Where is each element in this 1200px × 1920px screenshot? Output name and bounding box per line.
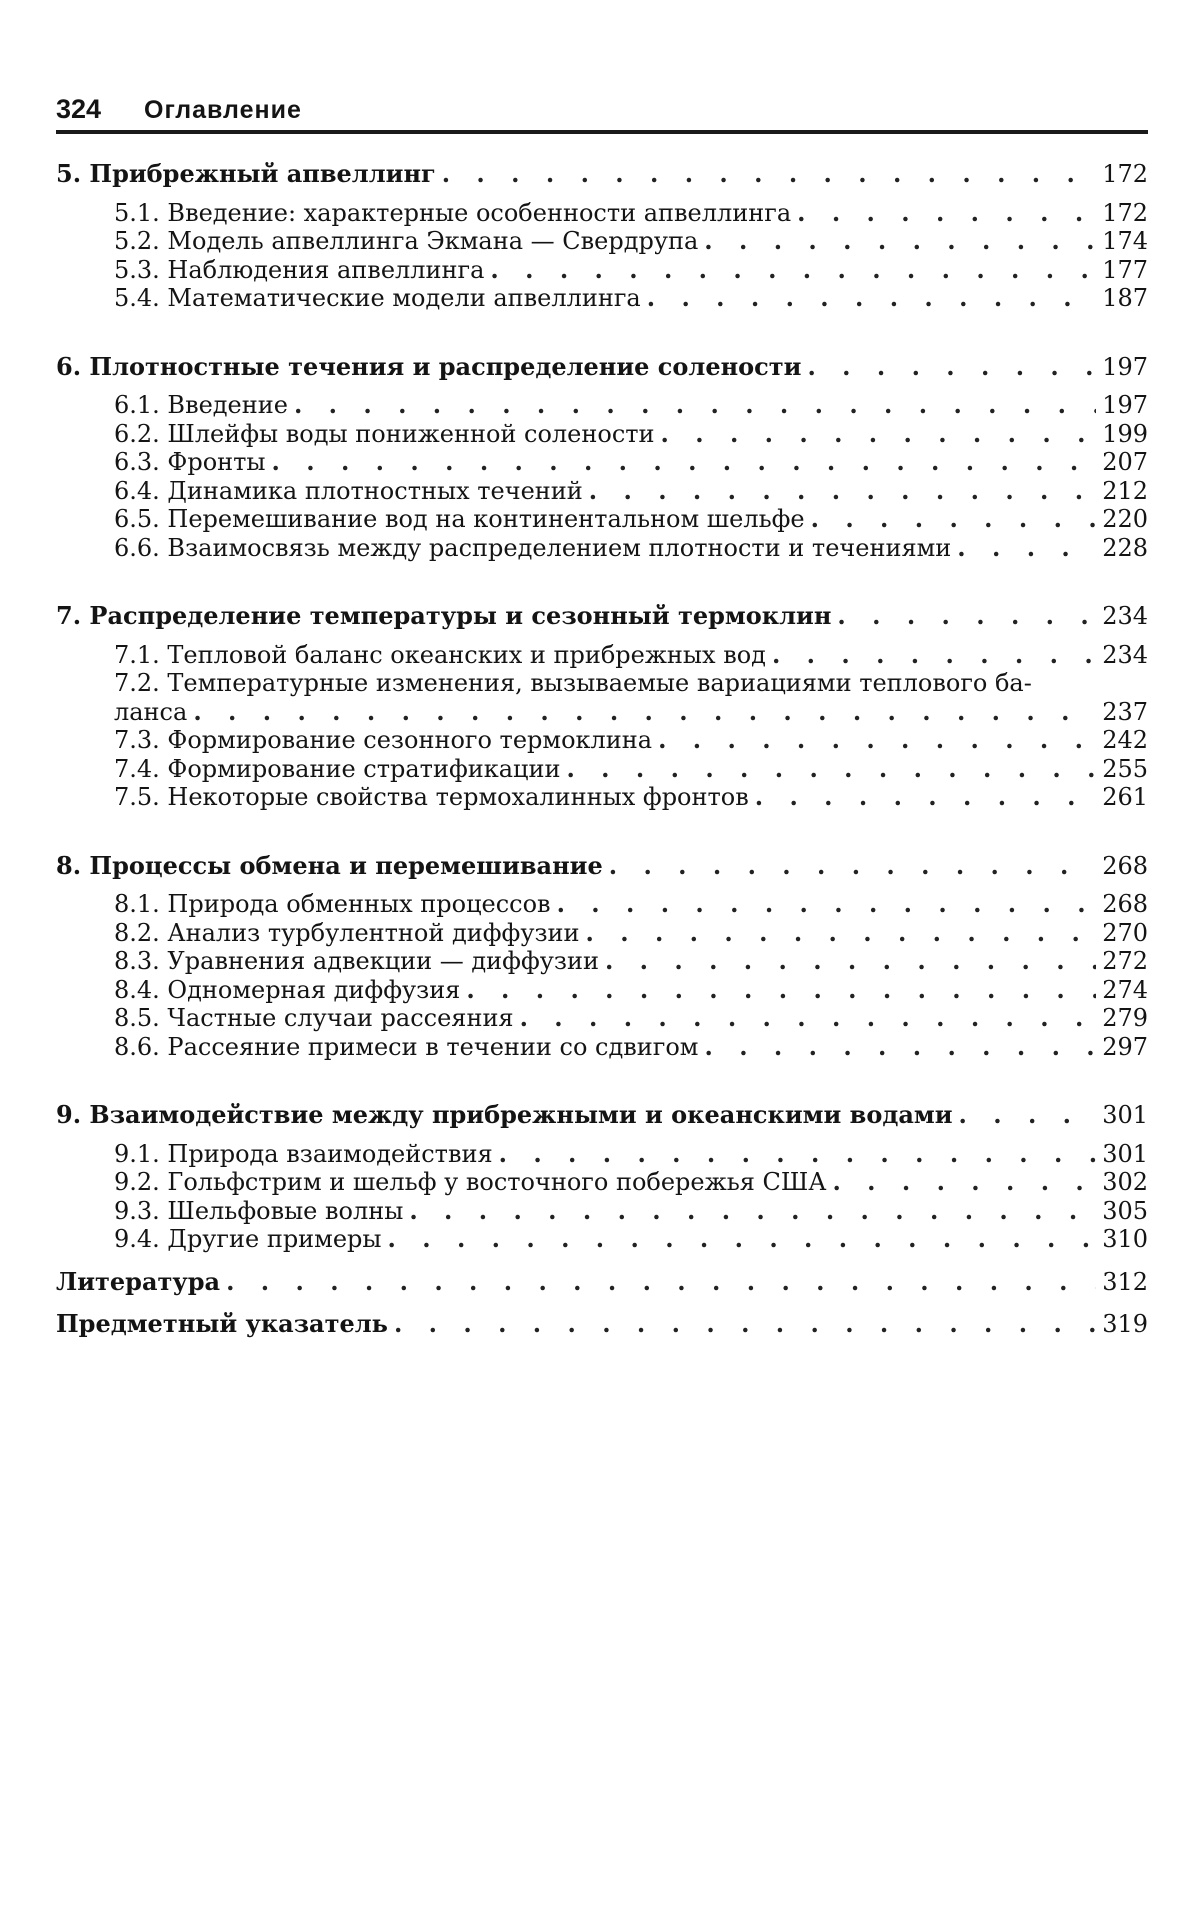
dot-leader <box>837 602 1096 631</box>
toc-literature[interactable] <box>56 1268 1148 1297</box>
toc-section-5-2[interactable] <box>56 227 1148 256</box>
toc-section-7-3[interactable] <box>56 726 1148 755</box>
dot-leader <box>609 852 1096 881</box>
dot-leader <box>589 477 1096 506</box>
toc-entry-title: 7.1. Тепловой баланс океанских и прибрежных вод <box>114 640 766 669</box>
dot-leader <box>772 641 1096 670</box>
toc-entry-title: 8.3. Уравнения адвекции — диффузии <box>114 947 599 975</box>
table-of-contents <box>56 160 1148 1339</box>
toc-entry-page: 187 <box>1102 284 1148 312</box>
dot-leader <box>388 1225 1097 1254</box>
toc-section-9-3[interactable] <box>56 1197 1148 1226</box>
toc-entry-page: 297 <box>1102 1032 1148 1061</box>
toc-section-9-1[interactable] <box>56 1140 1148 1169</box>
toc-entry-page: 177 <box>1102 255 1148 284</box>
toc-entry-page: 301 <box>1102 1139 1148 1168</box>
dot-leader <box>394 1310 1096 1339</box>
toc-entry-page: 255 <box>1102 754 1148 783</box>
toc-section-9-2[interactable] <box>56 1168 1148 1197</box>
toc-entry-title: 9.2. Гольфстрим и шельф у восточного побережья США <box>114 1168 827 1196</box>
toc-section-7-4[interactable] <box>56 755 1148 784</box>
toc-entry-page: 234 <box>1102 602 1148 630</box>
toc-entry-page: 172 <box>1102 160 1148 188</box>
toc-entry-page: 220 <box>1102 505 1148 533</box>
dot-leader <box>704 227 1096 256</box>
toc-section-6-6[interactable] <box>56 534 1148 563</box>
toc-entry-title: 5.4. Математические модели апвеллинга <box>114 284 641 312</box>
toc-entry-page: 270 <box>1102 918 1148 947</box>
toc-entry-page: 207 <box>1102 448 1148 476</box>
toc-entry-title: 6.1. Введение <box>114 391 288 419</box>
toc-entry-title: 7.3. Формирование сезонного термоклина <box>114 726 653 754</box>
dot-leader <box>704 1033 1096 1062</box>
toc-entry-title: 6.6. Взаимосвязь между распределением плотности и течениями <box>114 533 952 562</box>
toc-entry-title: Предметный указатель <box>56 1309 388 1338</box>
toc-entry-title: 8.2. Анализ турбулентной диффузии <box>114 918 580 947</box>
toc-section-8-6[interactable] <box>56 1033 1148 1062</box>
toc-section-8-5[interactable] <box>56 1004 1148 1033</box>
toc-chapter-7[interactable] <box>56 602 1148 631</box>
dot-leader <box>294 391 1096 420</box>
dot-leader <box>832 1168 1096 1197</box>
toc-entry-title: 6.5. Перемешивание вод на континентальном шельфе <box>114 505 805 533</box>
toc-chapter-8[interactable] <box>56 852 1148 881</box>
toc-entry-title: 6. Плотностные течения и распределение солености <box>56 351 802 381</box>
toc-entry-page: 279 <box>1102 1004 1148 1032</box>
toc-entry-title: 7. Распределение температуры и сезонный термоклин <box>56 601 832 630</box>
toc-entry-page: 197 <box>1102 391 1148 419</box>
toc-entry-page: 302 <box>1102 1168 1148 1196</box>
toc-section-8-1[interactable] <box>56 890 1148 919</box>
dot-leader <box>566 755 1096 784</box>
toc-section-6-5[interactable] <box>56 505 1148 534</box>
toc-entry-page: 242 <box>1102 726 1148 754</box>
dot-leader <box>957 534 1096 563</box>
dot-leader <box>442 160 1096 189</box>
toc-entry-page: 172 <box>1102 198 1148 227</box>
toc-section-8-4[interactable] <box>56 976 1148 1005</box>
toc-chapter-9[interactable] <box>56 1101 1148 1130</box>
toc-section-7-2[interactable] <box>56 669 1148 698</box>
toc-entry-title-continued: лансa <box>114 697 188 726</box>
toc-entry-title: 6.3. Фронты <box>114 448 266 476</box>
dot-leader <box>490 256 1096 285</box>
dot-leader <box>811 505 1097 534</box>
toc-chapter-5[interactable] <box>56 160 1148 189</box>
toc-section-7-2-continued[interactable] <box>56 698 1148 727</box>
toc-entry-title: 8.5. Частные случаи рассеяния <box>114 1004 514 1032</box>
toc-section-8-3[interactable] <box>56 947 1148 976</box>
dot-leader <box>272 448 1097 477</box>
toc-section-7-5[interactable] <box>56 783 1148 812</box>
toc-section-8-2[interactable] <box>56 919 1148 948</box>
toc-subject-index[interactable] <box>56 1310 1148 1339</box>
dot-leader <box>807 353 1096 382</box>
toc-entry-page: 199 <box>1102 419 1148 448</box>
dot-leader <box>661 420 1097 449</box>
toc-section-6-2[interactable] <box>56 420 1148 449</box>
toc-entry-page: 212 <box>1102 476 1148 505</box>
toc-entry-page: 228 <box>1102 533 1148 562</box>
toc-entry-page: 312 <box>1102 1267 1148 1296</box>
toc-section-9-4[interactable] <box>56 1225 1148 1254</box>
toc-entry-page: 261 <box>1102 783 1148 811</box>
dot-leader <box>605 947 1096 976</box>
toc-entry-title: 9.1. Природа взаимодействия <box>114 1139 493 1168</box>
toc-section-6-1[interactable] <box>56 391 1148 420</box>
dot-leader <box>466 976 1096 1005</box>
toc-section-5-1[interactable] <box>56 199 1148 228</box>
toc-entry-title: 8.4. Одномерная диффузия <box>114 975 461 1004</box>
toc-entry-title: Литература <box>56 1266 221 1296</box>
dot-leader <box>520 1004 1097 1033</box>
toc-entry-page: 268 <box>1102 851 1148 880</box>
toc-entry-title: 9. Взаимодействие между прибрежными и океанскими водами <box>56 1100 953 1129</box>
toc-entry-title: 9.4. Другие примеры <box>114 1225 382 1253</box>
toc-entry-title: 5.3. Наблюдения апвеллинга <box>114 255 485 284</box>
toc-entry-title: 5.2. Модель апвеллинга Экмана — Свердрупа <box>114 227 699 255</box>
dot-leader <box>647 284 1096 313</box>
toc-entry-title: 8. Процессы обмена и перемешивание <box>56 850 603 880</box>
toc-entry-title: 5.1. Введение: характерные особенности апвеллинга <box>114 198 792 227</box>
toc-entry-title: 6.2. Шлейфы воды пониженной солености <box>114 419 655 448</box>
toc-entry-page: 237 <box>1102 697 1148 726</box>
toc-section-7-1[interactable] <box>56 641 1148 670</box>
toc-section-6-4[interactable] <box>56 477 1148 506</box>
toc-entry-page: 301 <box>1102 1101 1148 1129</box>
toc-entry-title: 6.4. Динамика плотностных течений <box>114 476 583 505</box>
toc-entry-title: 5. Прибрежный апвеллинг <box>56 159 436 188</box>
toc-entry-title: 8.6. Рассеяние примеси в течении со сдвигом <box>114 1032 699 1061</box>
toc-entry-page: 310 <box>1102 1225 1148 1253</box>
toc-chapter-6[interactable] <box>56 353 1148 382</box>
toc-entry-title: 9.3. Шельфовые волны <box>114 1196 404 1225</box>
toc-entry-page: 274 <box>1102 975 1148 1004</box>
dot-leader <box>586 919 1097 948</box>
toc-entry-page: 197 <box>1102 352 1148 381</box>
page-number: 324 <box>56 94 102 124</box>
dot-leader <box>409 1197 1096 1226</box>
dot-leader <box>755 783 1096 812</box>
dot-leader <box>557 890 1097 919</box>
toc-entry-page: 174 <box>1102 227 1148 255</box>
dot-leader <box>193 698 1096 727</box>
toc-entry-title: 8.1. Природа обменных процессов <box>114 890 551 918</box>
dot-leader <box>658 726 1096 755</box>
page-header <box>56 90 1148 134</box>
toc-section-5-4[interactable] <box>56 284 1148 313</box>
dot-leader <box>226 1268 1096 1297</box>
toc-entry-page: 268 <box>1102 890 1148 918</box>
toc-entry-title: 7.2. Температурные изменения, вызываемые вариациями теплового ба- <box>114 669 1032 697</box>
dot-leader <box>959 1101 1097 1130</box>
dot-leader <box>499 1140 1097 1169</box>
running-title: Оглавление <box>144 96 302 124</box>
toc-entry-page: 234 <box>1102 640 1148 669</box>
dot-leader <box>797 199 1096 228</box>
toc-section-5-3[interactable] <box>56 256 1148 285</box>
toc-entry-page: 319 <box>1102 1310 1148 1338</box>
toc-entry-page: 272 <box>1102 947 1148 975</box>
toc-section-6-3[interactable] <box>56 448 1148 477</box>
toc-entry-title: 7.5. Некоторые свойства термохалинных фронтов <box>114 783 749 811</box>
toc-entry-title: 7.4. Формирование стратификации <box>114 754 561 783</box>
toc-entry-page: 305 <box>1102 1196 1148 1225</box>
